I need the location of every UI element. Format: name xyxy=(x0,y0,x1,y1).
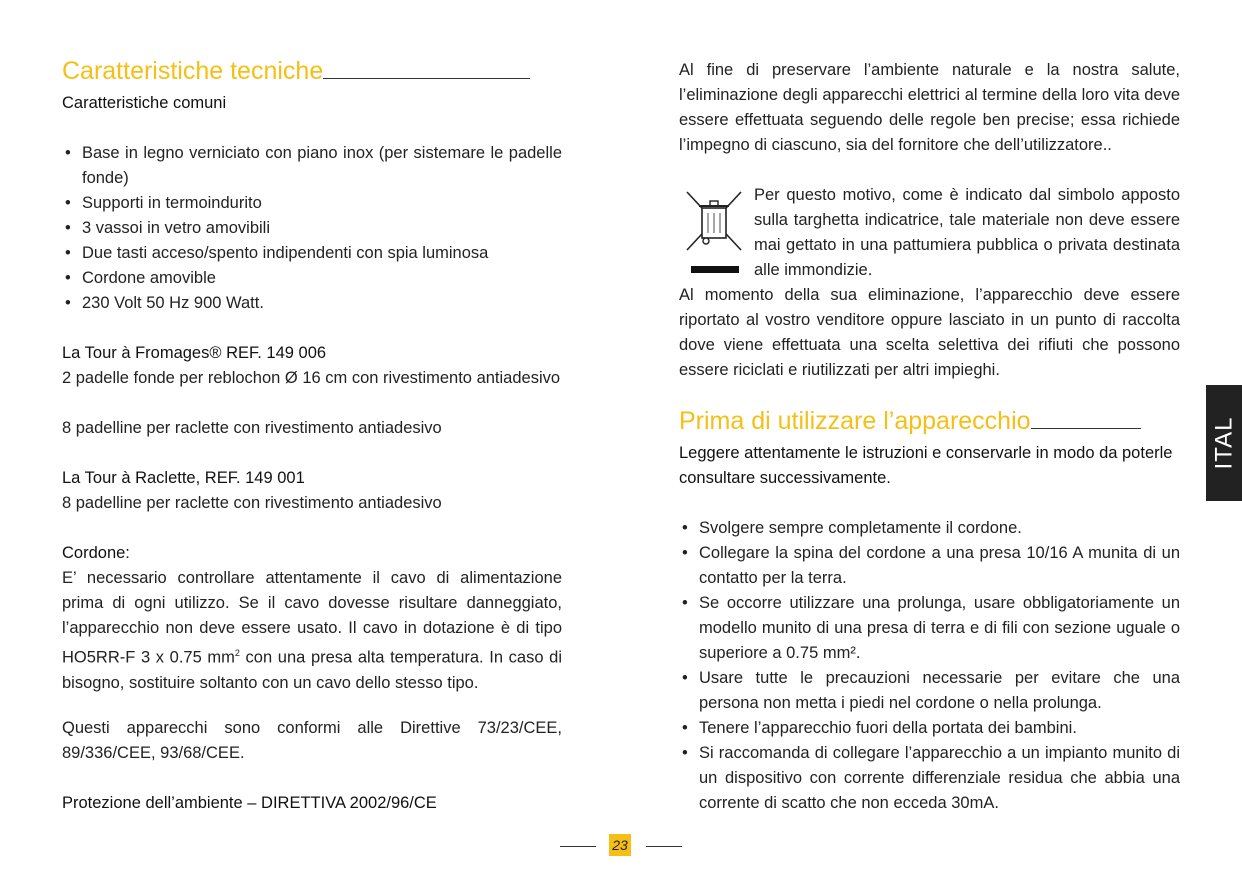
section-title-tech xyxy=(62,56,530,86)
env-paragraph-2: Per questo motivo, come è indicato dal simbolo apposto sulla targhetta indicatrice, tale materiale non deve essere mai gettato in una pattumiera pubblica o privata destinata alle immondizie. xyxy=(754,186,1180,279)
list-item: • Se occorre utilizzare una prolunga, usare obbligatoriamente un modello munito di una presa di terra e di fili con sezione uguale o superiore a 0.75 mm². xyxy=(679,591,1180,666)
cordone-sup: 2 xyxy=(234,648,240,658)
page-rule-right xyxy=(646,846,682,847)
list-item: • Tenere l’apparecchio fuori della portata dei bambini. xyxy=(679,716,1180,741)
language-tab-label: ITAL xyxy=(1210,416,1237,470)
list-item: • Svolgere sempre completamente il cordone. xyxy=(679,516,1180,541)
page-number-box: 23 xyxy=(609,834,631,856)
list-item: • Cordone amovible xyxy=(62,266,562,291)
cordone-text-b: con una presa alta temperatura. In caso di bisogno, sostituire soltanto con un cavo dello stesso tipo. xyxy=(62,648,563,692)
page-rule-left xyxy=(560,846,596,847)
language-tab xyxy=(1206,385,1242,501)
env-heading: Protezione dell’ambiente – DIRETTIVA 2002/96/CE xyxy=(62,794,437,812)
cordone-directives: Questi apparecchi sono conformi alle Direttive 73/23/CEE, 89/336/CEE, 93/68/CEE. xyxy=(62,719,562,762)
list-item: • Collegare la spina del cordone a una presa 10/16 A munita di un contatto per la terra. xyxy=(679,541,1180,591)
list-item: • 230 Volt 50 Hz 900 Watt. xyxy=(62,291,562,316)
list-item: • Due tasti acceso/spento indipendenti con spia luminosa xyxy=(62,241,562,266)
cordone-paragraph xyxy=(62,566,562,696)
fromages-line1: 2 padelle fonde per reblochon Ø 16 cm con rivestimento antiadesivo xyxy=(62,369,561,387)
fromages-heading: La Tour à Fromages® REF. 149 006 xyxy=(62,344,327,362)
fromages-line2: 8 padelline per raclette con rivestimento antiadesivo xyxy=(62,419,442,437)
cordone-heading: Cordone: xyxy=(62,544,130,562)
cordone-text-a: E’ necessario controllare attentamente il cavo di alimentazione prima di ogni utilizzo. Se il cavo dovesse risultare danneggiato, l’apparecchio non deve essere usato. Il cavo in dotazione è di tipo HO5RR-F 3 x 0.75 mm xyxy=(62,569,562,667)
raclette-heading: La Tour à Raclette, REF. 149 001 xyxy=(62,469,305,487)
title-rule xyxy=(323,77,530,79)
env-paragraph-1: Al fine di preservare l’ambiente naturale e la nostra salute, l’eliminazione degli apparecchi elettrici al termine della loro vita deve essere effettuata seguendo delle regole ben precise; essa richiede l’impegno di ciascuno, sia del fornitore che dell’utilizzatore.. xyxy=(679,61,1180,154)
env-paragraph-3: Al momento della sua eliminazione, l’apparecchio deve essere riportato al vostro venditore oppure lasciato in un punto di raccolta dove viene effettuata una scelta selettiva dei rifiuti che possono essere riciclati e riutilizzati per altri impieghi. xyxy=(679,286,1180,379)
prima-title-text: Prima di utilizzare l’apparecchio xyxy=(679,407,1031,435)
list-item: • 3 vassoi in vetro amovibili xyxy=(62,216,562,241)
common-list xyxy=(62,141,562,316)
common-heading: Caratteristiche comuni xyxy=(62,94,227,112)
tech-title-text: Caratteristiche tecniche xyxy=(62,57,324,85)
page-number xyxy=(560,834,682,856)
prima-list xyxy=(679,516,1180,816)
list-item: • Base in legno verniciato con piano inox (per sistemare le padelle fonde) xyxy=(62,141,562,191)
list-item: • Si raccomanda di collegare l’apparecchio a un impianto munito di un dispositivo con corrente differenziale residua che abbia una corrente di scatto che non ecceda 30mA. xyxy=(679,741,1180,816)
section-title-prima xyxy=(679,406,1141,436)
list-item: • Supporti in termoindurito xyxy=(62,191,562,216)
prima-heading: Leggere attentamente le istruzioni e conservarle in modo da poterle consultare successivamente. xyxy=(679,444,1173,487)
title-rule xyxy=(1031,427,1141,429)
raclette-line1: 8 padelline per raclette con rivestimento antiadesivo xyxy=(62,494,442,512)
weee-bin-icon xyxy=(684,186,746,278)
list-item: • Usare tutte le precauzioni necessarie per evitare che una persona non metta i piedi nel cordone o nella prolunga. xyxy=(679,666,1180,716)
